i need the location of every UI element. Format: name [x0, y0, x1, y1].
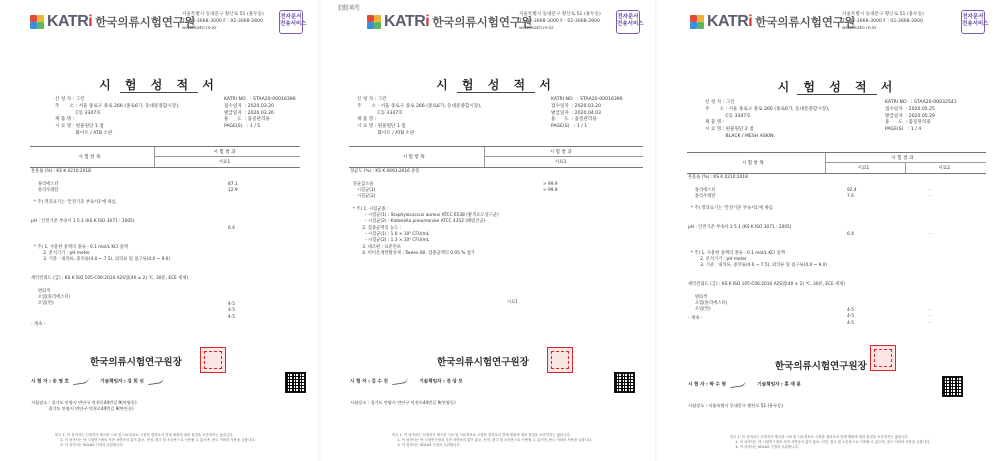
ph-value-sample2: -: [929, 232, 931, 237]
results-table-header: [30, 146, 300, 168]
test-body: 정균도 (%) : KS K 0693:2016 준용 정균감소율 시험균(1) 시험균(2) * 주) 1. 시험균종 : - 시험균(1) : Staphylococcus aureus ATCC 6538 (황색포도상구균) - 시험균(2) : Klebsiella pneumoniae ATCC 4352 (폐렴간균) 2. 접종균액의 농도 : - 시험균(1) : 1.0 × 10⁵ CFU/mL - 시험균(2) : 1.3 × 10⁵ CFU/mL 3. 대조편 : 표준면포 4. 비이온계면활성제 : Tween 80, 접종균액의 0.05 % 첨가: [350, 169, 499, 256]
results-table-header: [687, 152, 986, 174]
official-seal-icon: [200, 347, 226, 373]
test-body: 혼용률 (%) : KS K 0210:2018 폴리에스터 폴리우레탄 * 주) 결과표기는 '안전기준 부속서1'에 따름. pH : 안전기준 부속서 1 5.1 (KS K ISO 3071 : 2005) * 주) 1. 사용한 용액의 종류 : 0.1 mol/L KCl 용액 2. 분석기기 : pH meter 3. 기준 : 내의류, 중의류(4.0 ~ 7.5), 외의류 및 침구류(4.0 ~ 9.0) 세탁견뢰도 (급) : KS K ISO 105-C06:2010 A2S법(40 ± 2) ℃, 30분, ECE 세제) 변퇴색 오염(폴리에스터) 오염(면): [31, 169, 189, 307]
report-page-2: [337, 0, 655, 461]
official-seal-icon: [547, 347, 573, 373]
title-underline: [457, 92, 535, 93]
qr-code-icon: [614, 372, 635, 393]
test-result-header: 시 험 결 과: [891, 156, 914, 161]
signature-icon: [392, 377, 409, 385]
sample1-header: 시료1: [857, 166, 870, 171]
logo-korean-name: 한국의류시험연구원: [432, 15, 533, 29]
report-info: KATRI NO : STAA20-00016396 접수일자 : 2020.03.20 발급일자 : 2020.03.26 용 도 : 품질관리용 PAGE(S) : 1 / 5: [224, 97, 296, 130]
qr-code-icon: [285, 372, 306, 393]
signature-icon: [148, 377, 165, 385]
sample1-header: 시료1: [554, 160, 567, 165]
signature-icon: [730, 380, 747, 388]
signatures: 시 험 자 : 송 영 호 기술책임자 : 강 희 선: [31, 378, 168, 385]
page-title: 시 험 성 적 서: [777, 80, 898, 94]
bacteriostatic-values: > 99.9 > 99.9: [543, 181, 558, 193]
test-item-header: 시 험 항 목: [402, 155, 425, 160]
test-location: 시험장소 : 경기도 안양시 만안구 덕천로44번길 9(안양동) 경기도 안양시 만안구 덕천로44번길 9(만안동): [31, 400, 137, 411]
logo-mark-icon: [30, 15, 44, 29]
official-seal-icon: [870, 345, 896, 371]
test-location: 시험장소 : 서울특별시 동대문구 황산로 51 (용두동): [688, 403, 783, 408]
sample-footer: 시료1: [507, 300, 519, 305]
test-item-header: 시 험 항 목: [741, 161, 764, 166]
ph-value: 6.4: [847, 232, 854, 237]
test-item-header: 시 험 항 목: [78, 155, 101, 160]
composition-values-sample2: - -: [929, 187, 931, 199]
footnotes: 비고 1. 이 성적서는 신청자가 제시한 시료 및 시료정보로 시험한 결과로서 전체 제품에 대한 품질을 보증하지는 않습니다. 2. 이 성적서는 당 시험연구원의 사전 서면동의 없이 홍보, 선전, 광고 및 소송용으로 사용될 수 없으며, 용도 이외의 사용을 금합니다. 3. 이 성적서는 KOLAS 인정과 무관합니다.: [392, 433, 593, 447]
e-document-badge: 전자문서 전송서비스: [616, 10, 640, 34]
logo-text: KATRi: [707, 13, 753, 30]
report-info: KATRI NO : STAA20-00016396 접수일자 : 2020.03.20 발급일자 : 2020.04.03 용 도 : 품질관리용 PAGE(S) : 1 / 1: [551, 97, 623, 130]
e-document-badge: 전자문서 전송서비스: [279, 10, 303, 34]
report-page-1: [0, 0, 318, 461]
qr-code-icon: [942, 376, 963, 397]
katri-logo: [690, 8, 855, 36]
page-gap: [318, 0, 322, 461]
footnotes: 비고 1. 이 성적서는 신청자가 제시한 시료 및 시료정보로 시험한 결과로서 전체 제품에 대한 품질을 보증하지는 않습니다. 2. 이 성적서는 당 시험연구원의 사전 서면동의 없이 홍보, 선전, 광고 및 소송용으로 사용될 수 없으며, 용도 이외의 사용을 금합니다. 3. 이 성적서는 KOLAS 인정과 무관합니다.: [55, 433, 256, 447]
signatures: 시 험 자 : 김 수 진 기술책임자 : 전 상 모: [350, 378, 463, 385]
sample2-header: 시료2: [938, 166, 951, 171]
logo-korean-name: 한국의류시험연구원: [755, 15, 856, 29]
wash-fastness-values: 4-5 4-5 4-5: [847, 308, 855, 326]
page-title: 시 험 성 적 서: [99, 78, 219, 92]
applicant-info: 신 청 자 : 그린 주 소 : 서울 종로구 종로 266 (종로6가, 동대문종합시장), C동 3347호 제 품 명 : 시 료 명 : 편물원단 1 점 화이트 / ATB 소판: [357, 97, 482, 136]
page-title: 시 험 성 적 서: [436, 78, 556, 92]
signature-icon: [73, 377, 90, 385]
applicant-info: 신 청 자 : 그린 주 소 : 서울 종로구 종로 266 (종로6가, 동대문종합시장), C동 3347호 제 품 명 : 시 료 명 : 편물원단 2 점 BLACK / MESH ASKIN.: [705, 100, 830, 139]
katri-logo: [30, 8, 195, 36]
logo-text: KATRi: [384, 13, 430, 30]
page-header: [690, 8, 989, 40]
logo-mark-icon: [690, 15, 704, 29]
page-header: [30, 8, 307, 40]
test-location: 시험장소 : 경기도 안양시 만안구 덕천로44번길 9(안양동): [350, 400, 456, 405]
report-page-3: [675, 0, 1000, 461]
results-table-header: [349, 146, 643, 168]
katri-logo: [367, 8, 532, 36]
logo-text: KATRi: [47, 13, 93, 30]
page-gap: [655, 0, 659, 461]
test-result-header: 시 험 결 과: [549, 150, 572, 155]
composition-values: 92.4 7.6: [847, 187, 857, 199]
institute-name: 한국의류시험연구원장: [775, 361, 867, 372]
logo-mark-icon: [367, 15, 381, 29]
address: 서울특별시 동대문구 황산로 51 (용두동) T : 02-3668-3000 F : 02-3668-2800 www.katri.re.kr: [842, 12, 924, 31]
logo-korean-name: 한국의류시험연구원: [95, 15, 196, 29]
e-document-badge: 전자문서 전송서비스: [961, 10, 985, 34]
institute-name: 한국의류시험연구원장: [437, 357, 529, 368]
title-underline: [120, 92, 198, 93]
sample1-header: 시료1: [218, 160, 231, 165]
test-result-header: 시 험 결 과: [213, 150, 236, 155]
title-underline: [797, 94, 877, 95]
test-body: 혼용률 (%) : KS K 0210:2018 폴리에스터 폴리우레탄 * 주) 결과표기는 '안전기준 부속서1'에 따름. pH : 안전기준 부속서 1 5.1 (KS K ISO 3071 : 2005) * 주) 1. 사용한 용액의 종류 : 0.1 mol/L KCl 용액 2. 분석기기 : pH meter 3. 기준 : 내의류, 중의류(4.0 ~ 7.5), 외의류 및 침구류(4.0 ~ 9.0) 세탁견뢰도 (급) : KS K ISO 105-C06:2010 A2S법(40 ± 2) ℃, 30분, ECE 세제) 변퇴색 오염(폴리에스터) 오염(면): [688, 175, 846, 313]
applicant-info: 신 청 자 : 그린 주 소 : 서울 종로구 종로 266 (종로6가, 동대문종합시장), C동 3347호 제 품 명 : 시 료 명 : 편물원단 1 점 화이트 / ATB 소판: [55, 97, 180, 136]
view-tag: [상] 보기: [339, 5, 359, 11]
continued-mark: - 계속 -: [688, 316, 703, 321]
report-info: KATRI NO : STAA20-00032541 접수일자 : 2020.05.25 발급일자 : 2020.05.29 용 도 : 품질관리용 PAGE(S) : 1 / 4: [885, 100, 957, 133]
signatures: 시 험 자 : 박 수 현 기술책임자 : 홍 재 용: [688, 381, 801, 388]
ph-value: 6.4: [228, 226, 235, 231]
page-header: [367, 8, 644, 40]
institute-name: 한국의류시험연구원장: [90, 357, 182, 368]
continued-mark: - 계속 -: [31, 322, 46, 327]
address: 서울특별시 동대문구 황산로 51 (용두동) T : 02-3668-3000 F : 02-3668-2800 www.katri.re.kr: [519, 12, 601, 31]
address: 서울특별시 동대문구 황산로 51 (용두동) T : 02-3668-3000 F : 02-3668-2800 www.katri.re.kr: [182, 12, 264, 31]
wash-fastness-values: 4-5 4-5 4-5: [228, 302, 236, 320]
footnotes: 비고 1. 이 성적서는 신청자가 제시한 시료 및 시료정보로 시험한 결과로서 전체 제품에 대한 품질을 보증하지는 않습니다. 2. 이 성적서는 당 시험연구원의 사전 서면동의 없이 홍보, 선전, 광고 및 소송용으로 사용될 수 없으며, 용도 이외의 사용을 금합니다. 3. 이 성적서는 KOLAS 인정과 무관합니다.: [730, 435, 931, 449]
wash-fastness-values-sample2: - - -: [929, 308, 931, 326]
composition-values: 87.1 12.9: [228, 181, 238, 193]
